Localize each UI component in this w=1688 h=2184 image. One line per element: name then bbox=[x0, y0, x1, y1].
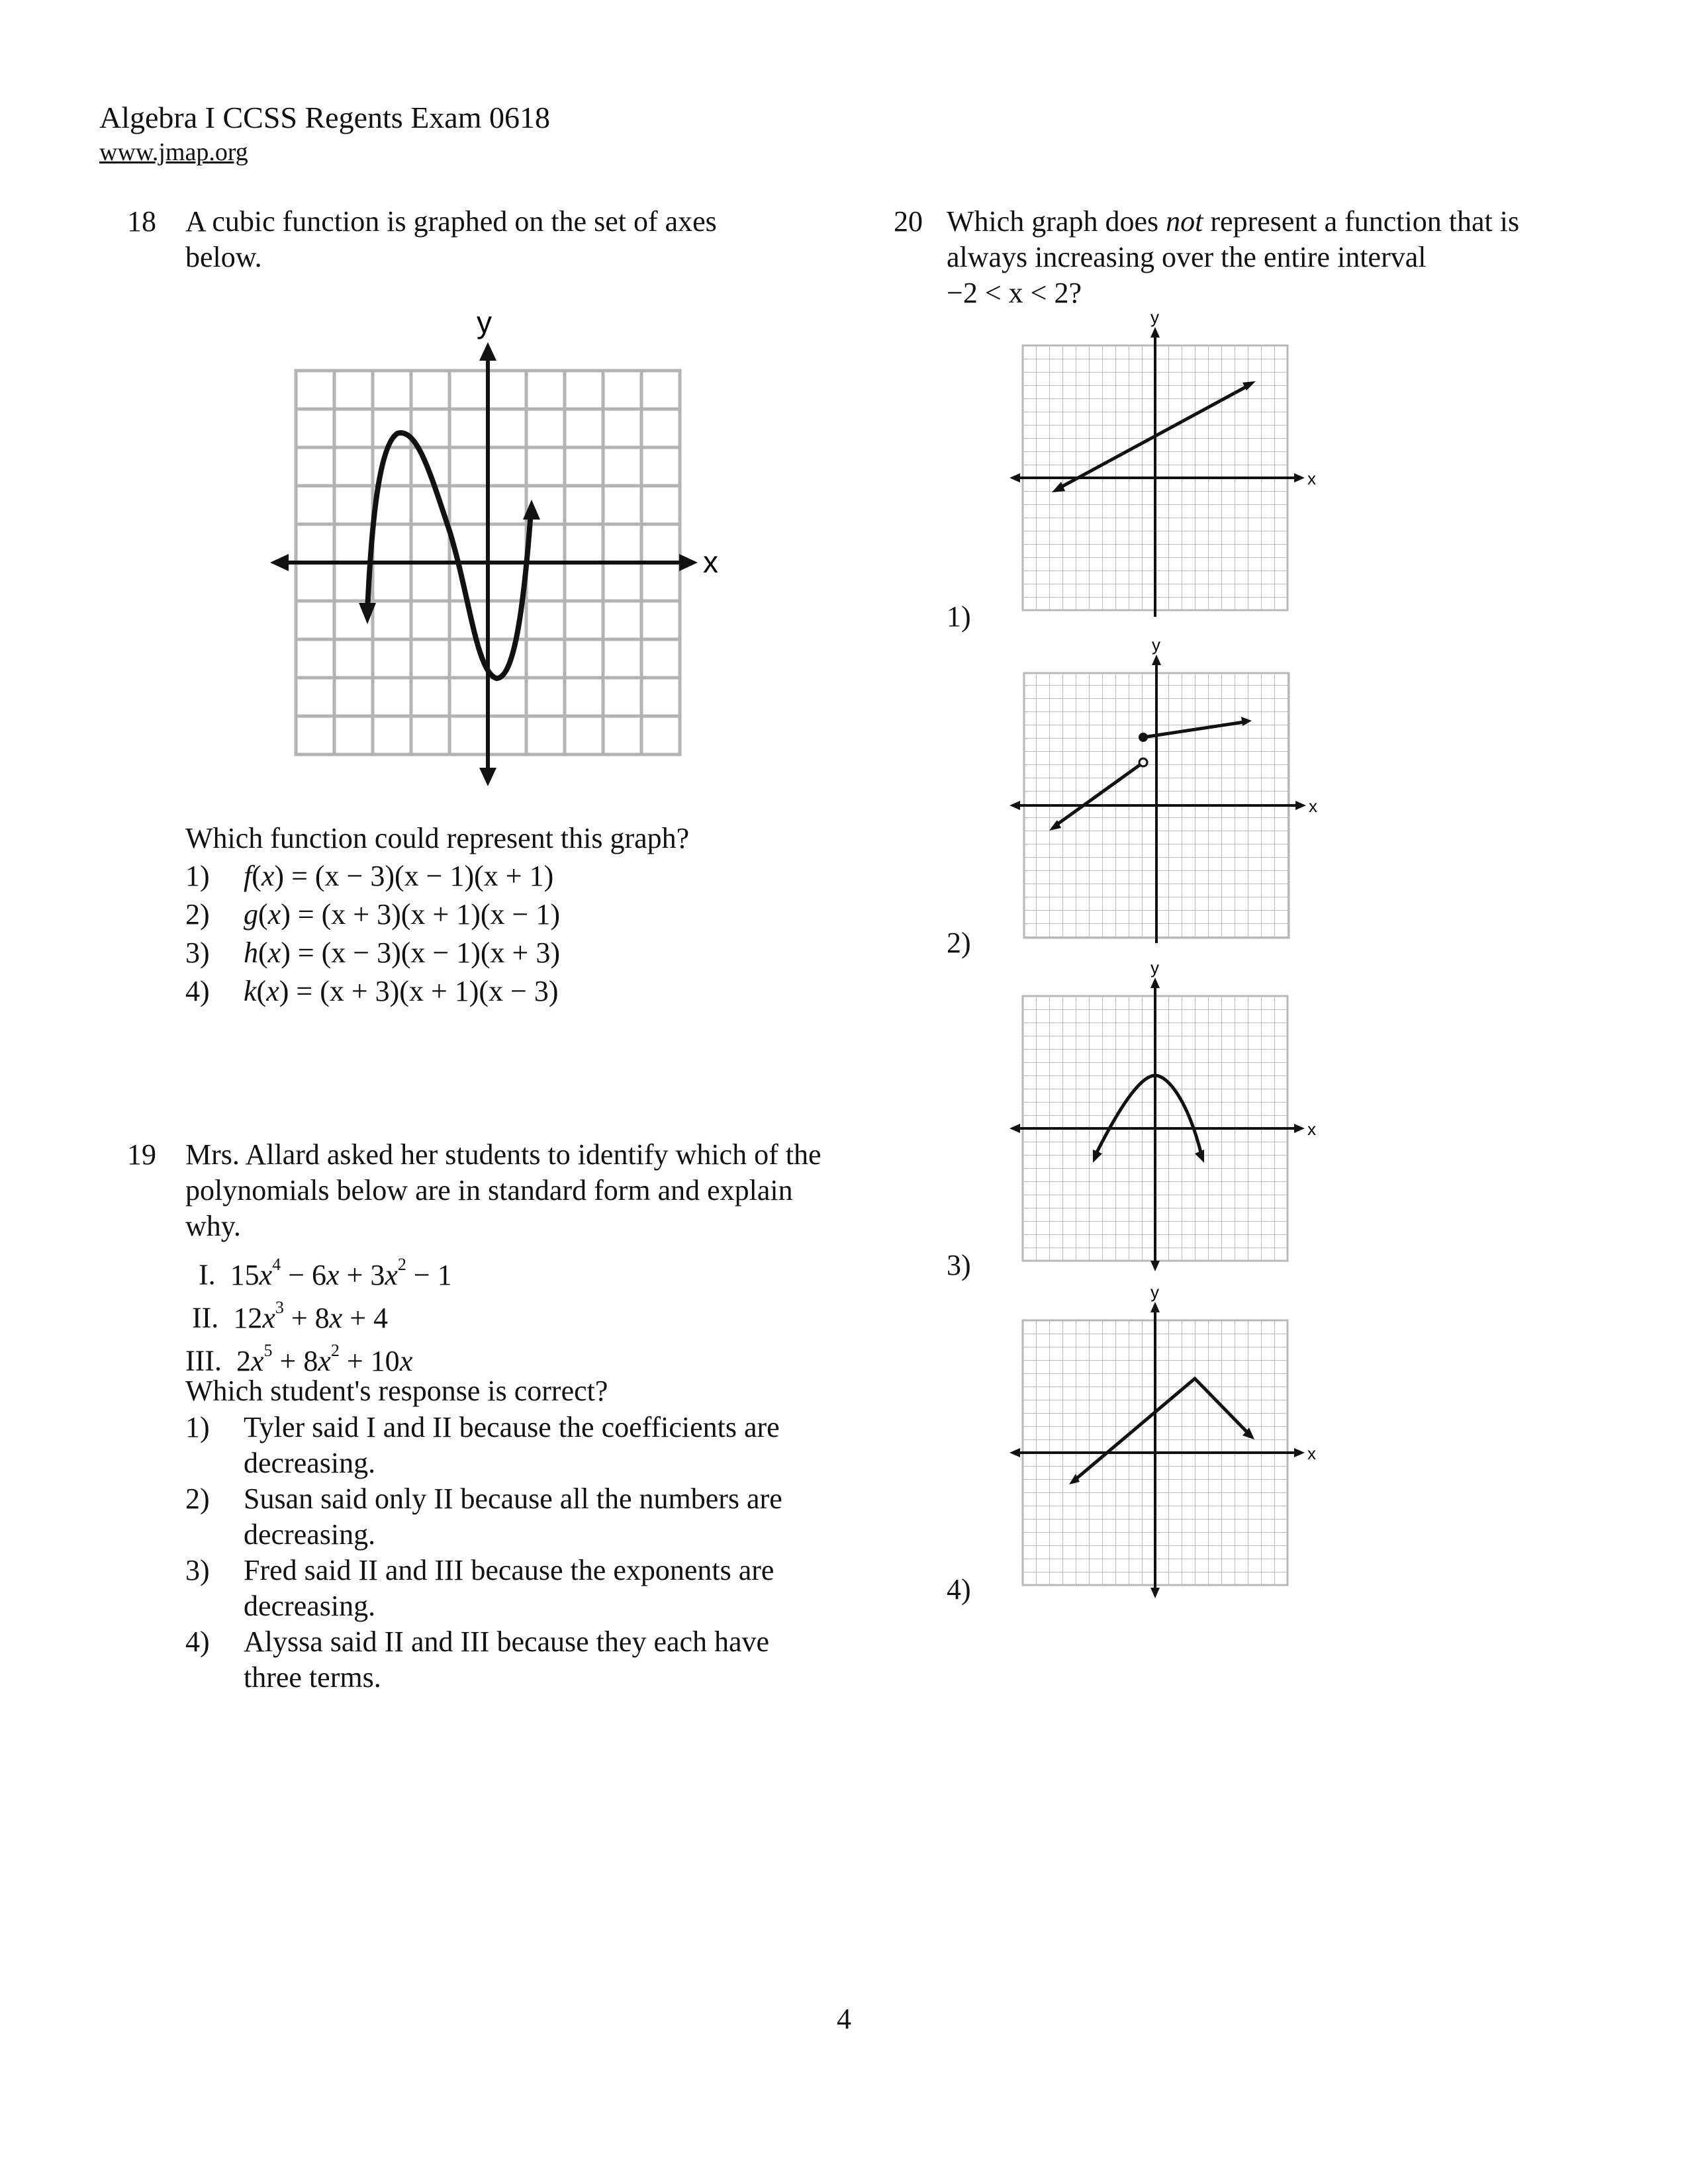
polynomial-iii-expr: $2x^5 + 8x^2 + 10x$ bbox=[228, 1341, 413, 1377]
q18-option-2[interactable]: g(x) = (x + 3)(x + 1)(x − 1) bbox=[244, 898, 561, 931]
q20-graph-3-x-label: x bbox=[1307, 1119, 1316, 1139]
q19-prompt: Mrs. Allard asked her students to identify which of the polynomials below are in standard form and explain why. bbox=[185, 1138, 821, 1242]
q20-graph-3-y-label: y bbox=[1150, 958, 1159, 978]
q18-option-1-number[interactable]: 1) bbox=[185, 860, 210, 892]
polynomial-ii-expr: $12x^3 + 8x + 4$ bbox=[226, 1298, 389, 1334]
polynomial-ii-label: II. bbox=[192, 1301, 219, 1334]
q18-option-4-fname: k bbox=[244, 975, 257, 1007]
q18-question: Which function could represent this graph? bbox=[185, 822, 690, 854]
q18-option-1[interactable]: f(x) = (x − 3)(x − 1)(x + 1) bbox=[244, 860, 554, 892]
q18-option-1-rhs: (x − 3)(x − 1)(x + 1) bbox=[314, 860, 554, 892]
q18-axes bbox=[278, 351, 688, 778]
q18-option-4-number[interactable]: 4) bbox=[185, 975, 210, 1007]
q18-option-3[interactable]: h(x) = (x − 3)(x − 1)(x + 3) bbox=[244, 936, 561, 969]
q18-option-1-fname: f bbox=[244, 860, 252, 892]
q19-option-4[interactable]: Alyssa said II and III because they each have three terms. bbox=[244, 1625, 770, 1694]
q20-prompt-end: represent a function that is always increasing over the entire interval bbox=[947, 205, 1520, 273]
q20-interval: −2 < x < 2? bbox=[947, 277, 1082, 309]
q18-prompt: A cubic function is graphed on the set of axes below. bbox=[185, 205, 717, 273]
q20-option-2-label[interactable]: 2) bbox=[947, 927, 971, 959]
q20-option-4-label[interactable]: 4) bbox=[947, 1573, 971, 1606]
q18-option-4[interactable]: k(x) = (x + 3)(x + 1)(x − 3) bbox=[244, 975, 559, 1007]
q20-graph-2[interactable] bbox=[1009, 632, 1321, 943]
q20-graph-2-y-label: y bbox=[1152, 635, 1160, 655]
q20-prompt-start: Which graph does bbox=[947, 205, 1166, 238]
q18-option-2-number[interactable]: 2) bbox=[185, 898, 210, 931]
q20-graph-1[interactable] bbox=[1009, 306, 1321, 617]
q18-x-arrow-right bbox=[679, 554, 698, 571]
q18-x-arrow-left bbox=[270, 554, 289, 571]
q18-number: 18 bbox=[127, 205, 156, 238]
q18-option-3-fname: h bbox=[244, 936, 258, 969]
q20-graph-4-x-label: x bbox=[1307, 1443, 1316, 1463]
q20-option-1-label[interactable]: 1) bbox=[947, 600, 971, 633]
q20-option-3-label[interactable]: 3) bbox=[947, 1249, 971, 1281]
polynomial-i-expr: $15x^4 - 6x + 3x^2 - 1$ bbox=[222, 1255, 452, 1291]
q20-number: 20 bbox=[894, 205, 923, 238]
q20-graph-4[interactable] bbox=[1009, 1281, 1321, 1592]
q20-prompt bbox=[947, 204, 1582, 275]
q19-option-2[interactable]: Susan said only II because all the numbers are decreasing. bbox=[244, 1482, 782, 1551]
q18-option-3-rhs: (x − 3)(x − 1)(x + 3) bbox=[321, 936, 561, 969]
q20-graph-3[interactable] bbox=[1009, 956, 1321, 1267]
q18-y-arrow-up bbox=[479, 342, 496, 361]
q20-graph-2-x-label: x bbox=[1309, 796, 1317, 816]
q19-option-2-number[interactable]: 2) bbox=[185, 1482, 210, 1515]
q20-prompt-emphasis: not bbox=[1166, 205, 1203, 238]
exam-title: Algebra I CCSS Regents Exam 0618 bbox=[99, 101, 550, 134]
q19-number: 19 bbox=[127, 1138, 156, 1171]
q19-question: Which student's response is correct? bbox=[185, 1375, 608, 1407]
q20-graph-2-open-point bbox=[1139, 758, 1147, 766]
source-link[interactable]: www.jmap.org bbox=[99, 138, 248, 166]
q18-option-4-rhs: (x + 3)(x + 1)(x − 3) bbox=[320, 975, 559, 1007]
q18-option-2-fname: g bbox=[244, 898, 258, 931]
polynomial-ii bbox=[192, 1294, 388, 1336]
q18-option-2-rhs: (x + 3)(x + 1)(x − 1) bbox=[321, 898, 561, 931]
q19-option-4-number[interactable]: 4) bbox=[185, 1625, 210, 1658]
q18-y-arrow-down bbox=[479, 768, 496, 786]
page-number: 4 bbox=[837, 2003, 851, 2035]
q18-x-label: x bbox=[703, 545, 718, 579]
q18-cubic-graph bbox=[258, 301, 718, 788]
q18-y-label: y bbox=[477, 305, 492, 340]
q19-option-1-number[interactable]: 1) bbox=[185, 1411, 210, 1443]
q18-option-3-number[interactable]: 3) bbox=[185, 936, 210, 969]
polynomial-i bbox=[199, 1251, 452, 1293]
q19-option-3[interactable]: Fred said II and III because the exponents are decreasing. bbox=[244, 1554, 774, 1622]
polynomial-iii-label: III. bbox=[185, 1344, 222, 1377]
q20-graph-1-x-label: x bbox=[1307, 469, 1316, 488]
q20-graph-1-y-label: y bbox=[1150, 307, 1159, 327]
polynomial-i-label: I. bbox=[199, 1258, 216, 1291]
q19-option-1[interactable]: Tyler said I and II because the coefficients are decreasing. bbox=[244, 1411, 780, 1479]
q19-option-3-number[interactable]: 3) bbox=[185, 1554, 210, 1586]
q20-graph-4-y-label: y bbox=[1150, 1282, 1159, 1302]
